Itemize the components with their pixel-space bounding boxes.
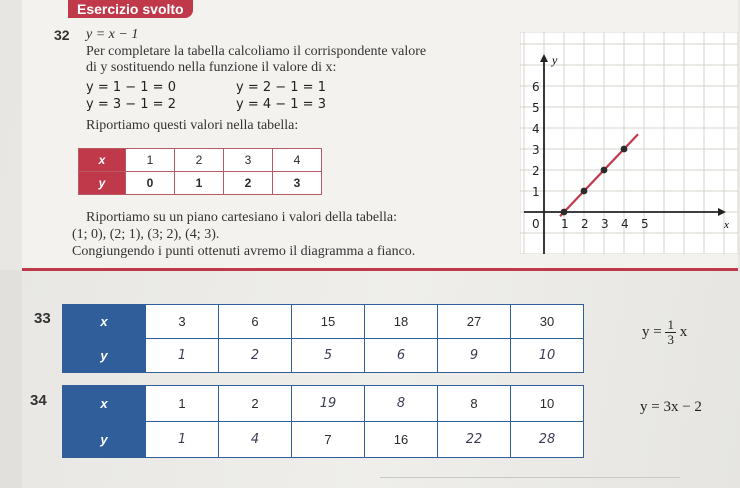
y-cell: 3 [273,172,322,195]
intro-line-2: di y sostituendo nella funzione il valore di x: [86,60,337,75]
y-tick-label: 3 [532,143,540,157]
x-tick-label: 2 [581,217,589,231]
table-row [63,305,584,339]
y-answer-cell[interactable]: 22 [438,422,511,458]
intro-line-1: Per completare la tabella calcoliamo il corrispondente valore [86,44,427,59]
x-answer-cell[interactable]: 19 [292,386,365,422]
calc-1: y = 1 − 1 = 0 [86,80,176,95]
x-cell: 10 [511,386,584,422]
formula-fraction [665,318,676,347]
table-intro: Riportiamo questi valori nella tabella: [86,118,299,133]
y-cell: 7 [292,422,365,458]
exercise-33-number: 33 [34,310,51,327]
y-answer-cell[interactable]: 9 [438,339,511,373]
y-tick-label: 4 [532,122,540,136]
calc-3: y = 3 − 1 = 2 [86,97,176,112]
data-point [621,146,628,153]
y-answer-cell[interactable]: 1 [146,422,219,458]
x-tick-label: 5 [641,217,649,231]
worked-example-table [78,148,322,195]
x-cell: 2 [175,149,224,172]
calc-4: y = 4 − 1 = 3 [236,97,326,112]
y-header: y [63,339,146,373]
y-header: y [79,172,126,195]
x-cell: 1 [126,149,175,172]
x-header: x [79,149,126,172]
x-cell: 30 [511,305,584,339]
x-tick-label: 1 [561,217,569,231]
y-answer-cell[interactable]: 4 [219,422,292,458]
table-row [63,339,584,373]
data-point [561,209,568,216]
y-answer-cell[interactable]: 6 [365,339,438,373]
x-cell: 2 [219,386,292,422]
y-cell: 1 [175,172,224,195]
x-header: x [63,305,146,339]
x-cell: 4 [273,149,322,172]
plot-line-1: Riportiamo su un piano cartesiano i valori della tabella: [86,210,398,225]
y-tick-label: 1 [532,185,540,199]
x-cell: 27 [438,305,511,339]
data-point [601,167,608,174]
table-row [79,149,322,172]
x-cell: 8 [438,386,511,422]
x-cell: 6 [219,305,292,339]
plot-line-3: Congiungendo i punti ottenuti avremo il diagramma a fianco. [72,244,416,259]
y-answer-cell[interactable]: 10 [511,339,584,373]
y-axis-label: y [552,53,558,67]
x-tick-label: 3 [601,217,609,231]
calc-2: y = 2 − 1 = 1 [236,80,326,95]
exercise-number: 32 [54,27,70,43]
x-axis-label: x [724,219,729,231]
divider [380,477,680,478]
x-header: x [63,386,146,422]
y-tick-label: 6 [532,80,540,94]
x-answer-cell[interactable]: 8 [365,386,438,422]
x-cell: 3 [146,305,219,339]
y-header: y [63,422,146,458]
y-answer-cell[interactable]: 2 [219,339,292,373]
table-row [63,422,584,458]
formula-variable: x [679,323,688,340]
y-cell: 2 [224,172,273,195]
binding-margin [0,270,22,488]
x-cell: 1 [146,386,219,422]
y-answer-cell[interactable]: 28 [511,422,584,458]
y-tick-label: 5 [532,101,540,115]
data-point [581,188,588,195]
table-row [79,172,322,195]
x-tick-label: 4 [621,217,629,231]
exercise-34-number: 34 [30,392,47,409]
y-tick-label: 2 [532,164,540,178]
x-cell: 15 [292,305,365,339]
y-answer-cell[interactable]: 1 [146,339,219,373]
exercise-33-table [62,304,584,373]
x-cell: 3 [224,149,273,172]
x-cell: 18 [365,305,438,339]
y-answer-cell[interactable]: 5 [292,339,365,373]
exercise-33-formula [642,318,687,347]
worked-example-tab: Esercizio svolto [68,0,193,18]
fraction-denominator: 3 [667,332,674,347]
plot-line-2: (1; 0), (2; 1), (3; 2), (4; 3). [72,227,220,242]
formula-prefix: y = [642,323,662,340]
table-row [63,386,584,422]
exercise-34-formula: y = 3x − 2 [640,399,702,415]
x-tick-label: 0 [532,217,540,231]
cartesian-graph [520,32,738,254]
fraction-numerator: 1 [667,317,674,332]
exercise-equation: y = x − 1 [86,27,139,42]
exercise-34-table [62,385,584,458]
y-cell: 16 [365,422,438,458]
y-cell: 0 [126,172,175,195]
